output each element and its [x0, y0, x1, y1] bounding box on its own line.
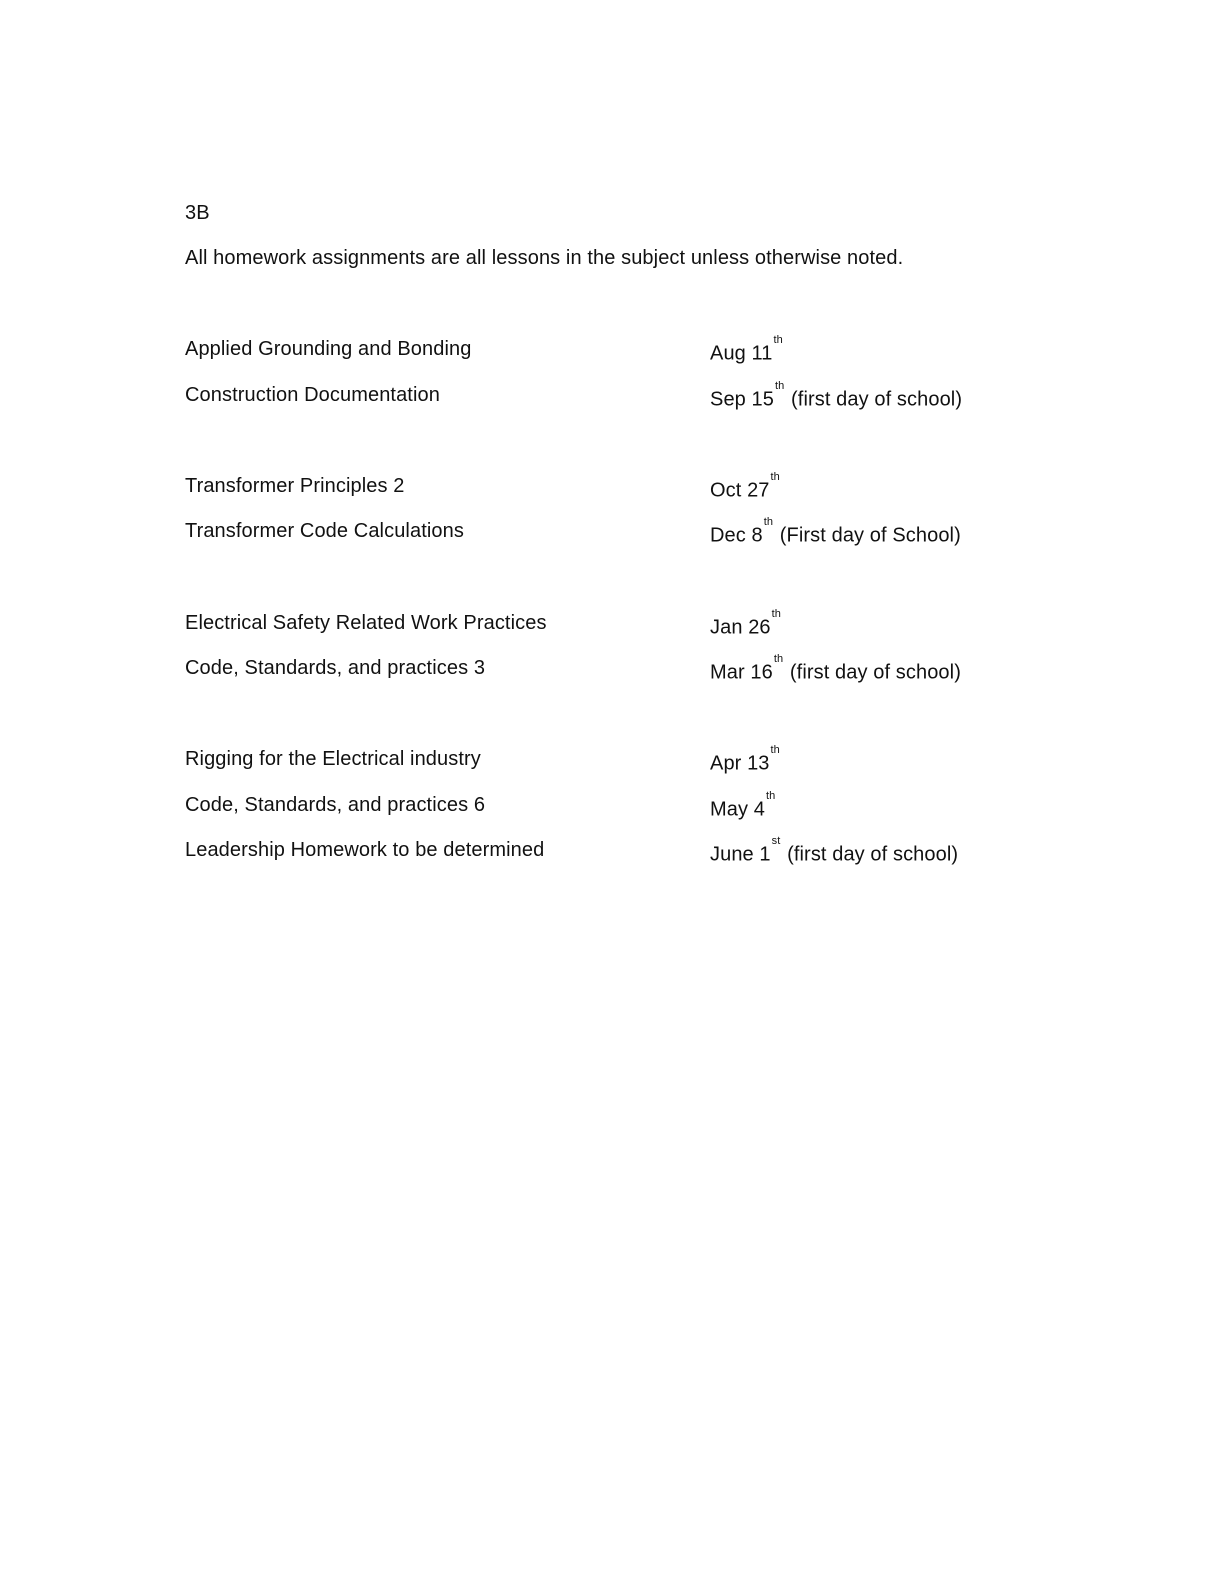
due-date — [710, 516, 961, 548]
date-text: Oct 27 — [710, 479, 770, 502]
subject-name: Applied Grounding and Bonding — [185, 338, 472, 360]
date-suffix: th — [771, 608, 782, 620]
schedule-row — [185, 334, 1045, 365]
date-suffix: th — [775, 380, 785, 392]
due-date — [710, 608, 782, 640]
date-suffix: th — [765, 790, 776, 802]
date-note: (First day of School) — [779, 524, 961, 547]
subject-name: Electrical Safety Related Work Practices — [185, 612, 547, 634]
subject-name: Leadership Homework to be determined — [185, 839, 545, 861]
date-text: Mar 16 — [710, 661, 773, 684]
date-suffix: th — [763, 516, 774, 528]
subject-name: Transformer Principles 2 — [185, 475, 405, 497]
subject-name: Code, Standards, and practices 6 — [185, 794, 486, 816]
date-text: Aug 11 — [710, 342, 773, 365]
date-text: Apr 13 — [710, 752, 770, 775]
schedule-row — [185, 744, 1045, 775]
due-date — [710, 380, 963, 412]
subject-name: Rigging for the Electrical industry — [185, 748, 481, 770]
date-suffix: st — [771, 835, 781, 847]
due-date — [710, 653, 961, 685]
schedule-row — [185, 516, 1045, 547]
date-note: (first day of school) — [787, 843, 959, 866]
schedule-row — [185, 653, 1045, 684]
schedule-row — [185, 471, 1045, 502]
due-date — [710, 790, 776, 822]
date-suffix: th — [773, 653, 784, 665]
class-code: 3B — [185, 202, 210, 224]
date-suffix: th — [773, 334, 783, 346]
date-suffix: th — [770, 471, 780, 483]
date-text: Sep 15 — [710, 388, 774, 411]
due-date — [710, 471, 781, 503]
homework-note: All homework assignments are all lessons in the subject unless otherwise noted. — [185, 247, 904, 269]
schedule-row — [185, 835, 1045, 866]
date-text: May 4 — [710, 798, 765, 821]
subject-name: Transformer Code Calculations — [185, 520, 464, 542]
subject-name: Code, Standards, and practices 3 — [185, 657, 486, 679]
due-date — [710, 334, 784, 366]
due-date — [710, 744, 781, 776]
date-text: Dec 8 — [710, 524, 763, 547]
schedule-row — [185, 608, 1045, 639]
date-note: (first day of school) — [791, 388, 963, 411]
subject-name: Construction Documentation — [185, 384, 440, 406]
schedule-row — [185, 790, 1045, 821]
date-text: June 1 — [710, 843, 771, 866]
schedule-row — [185, 380, 1045, 411]
due-date — [710, 835, 959, 867]
date-note: (first day of school) — [789, 661, 961, 684]
date-suffix: th — [770, 744, 780, 756]
date-text: Jan 26 — [710, 616, 771, 639]
